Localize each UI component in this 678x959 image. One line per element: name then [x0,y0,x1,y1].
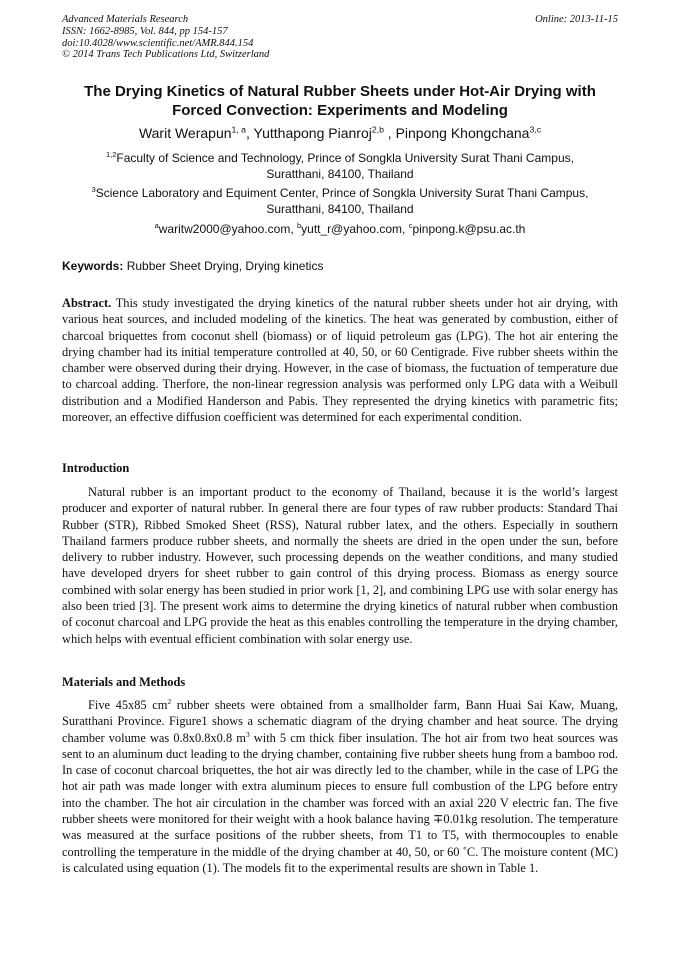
methods-text [62,697,618,876]
methods-sup-2: 3 [245,729,250,739]
methods-text-part-1: Five 45x85 cm [88,698,168,712]
author-2: , Yutthapong Pianroj [246,125,372,141]
paper-title-line-1: The Drying Kinetics of Natural Rubber Sheets under Hot-Air Drying with [84,83,596,100]
methods-text-part-2: rubber sheets were obtained from a smallholder farm, Bann Huai Sai Kaw, Muang, Suratthani Province. Figure1 shows a schematic diagram of the drying chamber and heat source. The drying chamber volume was 0.8x0.8x0.8 m [62,698,618,745]
author-3-sup: 3,c [529,124,542,135]
author-1-sup: 1, a [231,124,246,135]
email-a-sup: a [154,221,159,230]
email-b-sup: b [297,221,302,230]
methods-heading: Materials and Methods [62,675,186,689]
introduction-heading: Introduction [62,461,130,475]
affiliation-2-line-2: Suratthani, 84100, Thailand [266,202,414,216]
abstract-label: Abstract. [62,296,112,310]
affiliation-2 [62,185,618,217]
online-date: Online: 2013-11-15 [535,14,618,25]
email-b: yutt_r@yahoo.com, [301,222,409,236]
paper-title [62,82,618,120]
keywords [62,258,618,274]
abstract-text: This study investigated the drying kinetics of the natural rubber sheets under hot air drying, with various heat sources, and included modeling of the kinetics. The heat was generated by combustion, either of charcoal briquettes from coconut shell (biomass) or of liquid petroleum gas (LPG). The hot air entering the drying chamber had its initial temperature controlled at 40, 50, or 60 Centigrade. Five rubber sheets within the chamber were observed during their drying. However, in the case of biomass, the fuctuation of temperature due to charcoal adding. Therfore, the non-linear regression analysis was performed only LPG data with a Weibull distribution and a Modified Handerson and Pabis. They represented the drying kinetics with parametric fits; moreover, an effective diffusion coefficient was determined for each experimental condition. [62,296,618,425]
keywords-text: Rubber Sheet Drying, Drying kinetics [123,259,324,273]
affiliation-1-line-2: Suratthani, 84100, Thailand [266,167,414,181]
journal-copyright: © 2014 Trans Tech Publications Ltd, Switzerland [62,49,270,61]
email-a: waritw2000@yahoo.com, [158,222,298,236]
affiliation-2-sup: 3 [91,185,96,194]
author-3: , Pinpong Khongchana [383,125,530,141]
abstract [62,295,618,425]
introduction-text: Natural rubber is an important product to the economy of Thailand, because it is the world’s largest producer and exporter of natural rubber. In general there are four types of raw rubber products: Standard Thai Rubber (STR), Ribbed Smoked Sheet (RSS), Natural rubber latex, and the others. Especially in southern Thailand farmers produce rubber sheets, and normally the sheets are dried in the open under the sun, before delivery to rubber industry. However, such processing depends on the weather conditions, and many studied have developed dryers for sheet rubber to gain control of this drying process. Biomass as energy source combined with solar energy has been studied in prior work [1, 2], and combining LPG use with solar energy has also been tried [3]. The present work aims to determine the drying kinetics of natural rubber when combustion of coconut charcoal and LPG provide the heat as this enables controlling the temperature in the drying chamber, which helps with eventual efficient combination with solar energy use. [62,485,618,646]
journal-name: Advanced Materials Research [62,14,189,25]
methods-text-part-3: with 5 cm thick fiber insulation. The hot air from two heat sources was sent to an aluminum duct leading to the drying chamber, containing five rubber sheets hung from a bamboo rod. In case of coconut charcoal briquettes, the hot air was directly led to the chamber, while in the case of LPG the hot air path was made longer with extra aluminum pieces to ensure full combustion of the LPG before entry into the chamber. The hot air circulation in the chamber was forced with an axial 220 V electric fan. The five rubber sheets were monitored for their weight with a hook balance having ∓0.01kg resolution. The temperature was measured at the surface positions of the rubber sheets, from T1 to T5, with thermocouples to enable controlling the temperature in the middle of the drying chamber at 40, 50, or 60 ˚C. The moisture content (MC) is calculated using equation (1). The models fit to the experimental results are shown in Table 1. [62,730,618,875]
affiliation-1-line-1: Faculty of Science and Technology, Prince of Songkla University Surat Thani Campus, [116,151,574,165]
author-emails [62,221,618,237]
email-c-sup: c [408,221,413,230]
affiliation-2-line-1: Science Laboratory and Equiment Center, Prince of Songkla University Surat Thani Campus, [95,186,589,200]
author-2-sup: 2,b [371,124,384,135]
journal-doi: doi:10.4028/www.scientific.net/AMR.844.154 [62,37,254,49]
email-c: pinpong.k@psu.ac.th [412,222,526,236]
journal-issn: ISSN: 1662-8985, Vol. 844, pp 154-157 [62,25,228,37]
author-1: Warit Werapun [138,125,232,141]
affiliation-1-sup: 1,2 [106,150,117,159]
author-list [62,124,618,142]
paper-title-line-2: Forced Convection: Experiments and Modeling [172,102,508,119]
affiliation-1 [62,150,618,182]
methods-sup-1: 2 [167,696,172,706]
keywords-label: Keywords: [62,259,124,273]
journal-header [62,14,618,61]
